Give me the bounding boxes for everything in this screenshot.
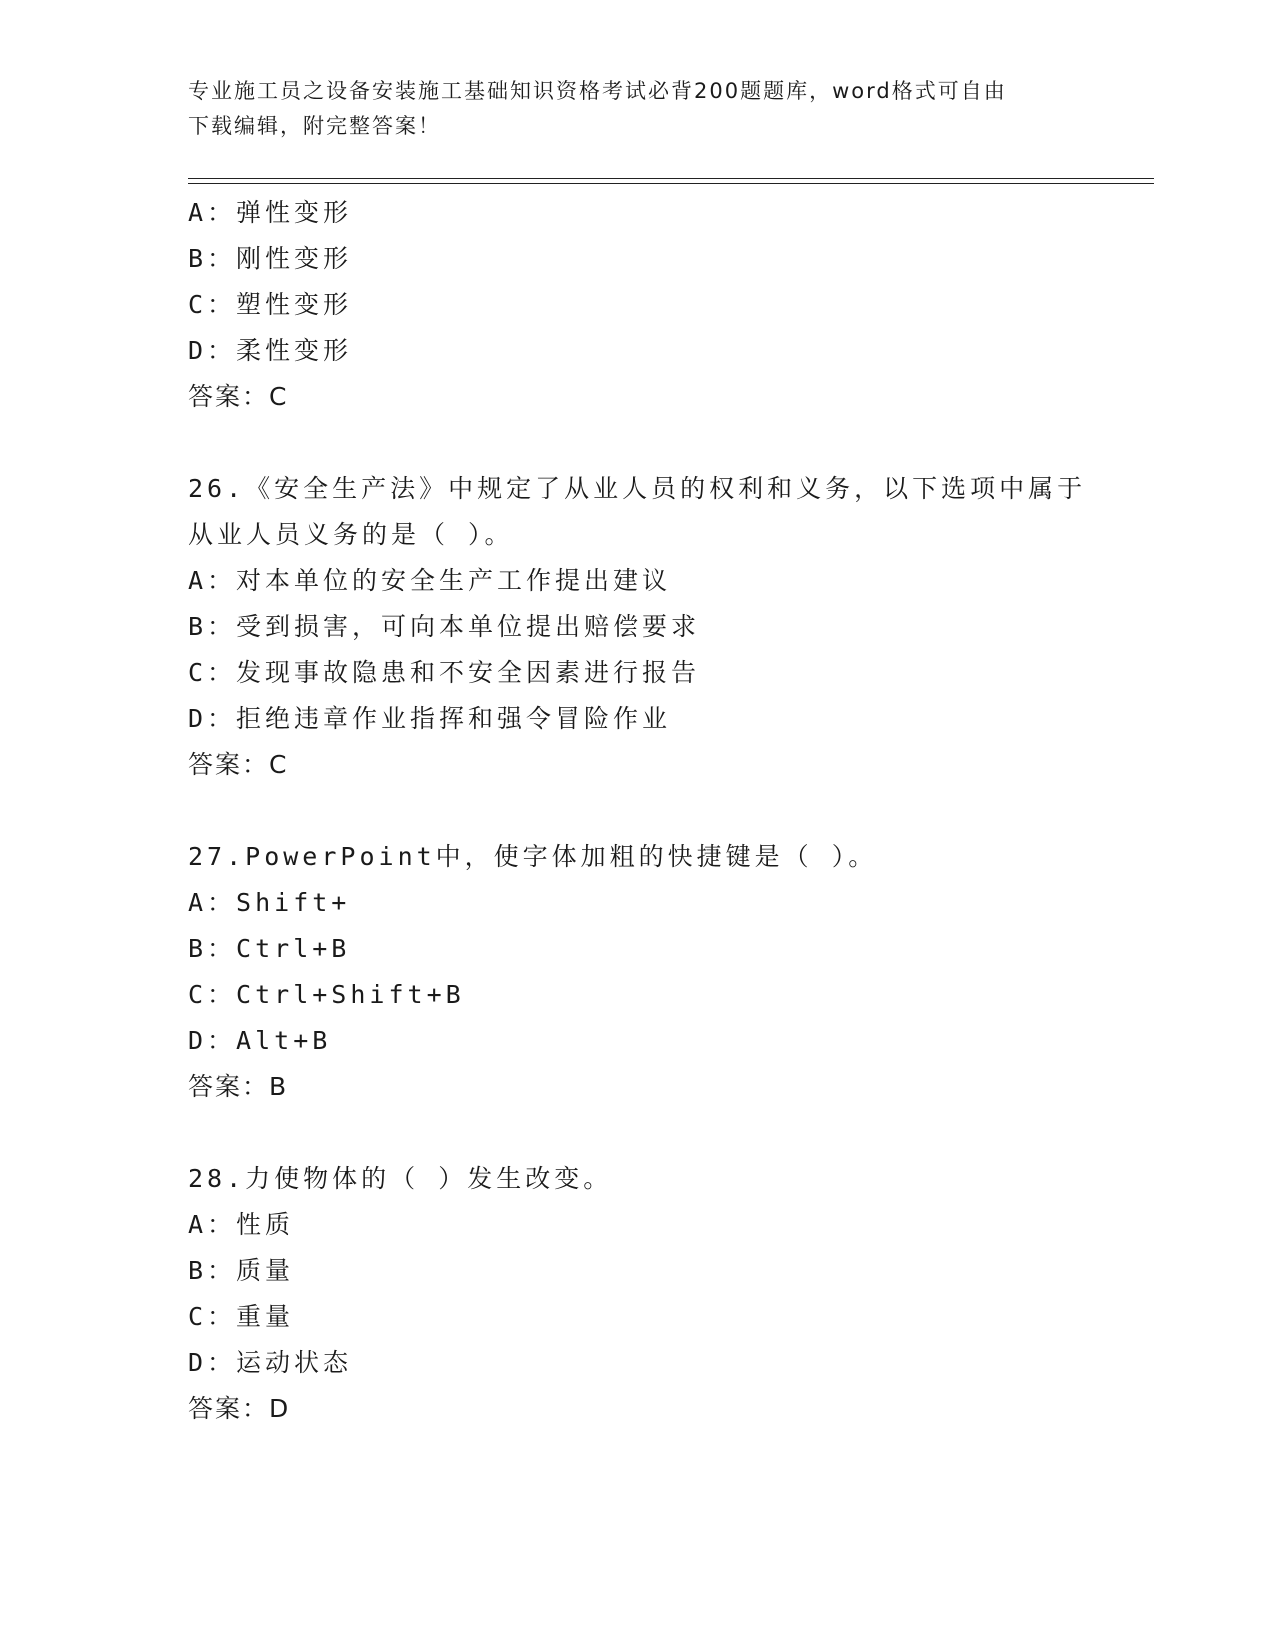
header-line-1: 专业施工员之设备安装施工基础知识资格考试必背200题题库，word格式可自由 bbox=[188, 79, 1007, 103]
option-d: D：拒绝违章作业指挥和强令冒险作业 bbox=[188, 704, 672, 733]
option-a: A：对本单位的安全生产工作提出建议 bbox=[188, 566, 672, 595]
option-b: B：受到损害，可向本单位提出赔偿要求 bbox=[188, 612, 701, 641]
header-divider-bottom bbox=[188, 183, 1154, 184]
question-26 bbox=[188, 466, 1088, 788]
header-line-2: 下载编辑，附完整答案！ bbox=[188, 114, 441, 138]
option-d: D：柔性变形 bbox=[188, 336, 353, 365]
question-27 bbox=[188, 834, 1088, 1110]
answer: 答案：C bbox=[188, 382, 289, 411]
option-b: B：质量 bbox=[188, 1256, 295, 1285]
option-c: C：塑性变形 bbox=[188, 290, 353, 319]
option-a: A：Shift+ bbox=[188, 888, 351, 917]
option-c: C：Ctrl+Shift+B bbox=[188, 980, 465, 1009]
option-c: C：发现事故隐患和不安全因素进行报告 bbox=[188, 658, 701, 687]
answer: 答案：B bbox=[188, 1072, 289, 1101]
header-divider-top bbox=[188, 178, 1154, 179]
option-b: B：Ctrl+B bbox=[188, 934, 351, 963]
option-d: D：Alt+B bbox=[188, 1026, 332, 1055]
question-stem: 28.力使物体的（ ）发生改变。 bbox=[188, 1164, 613, 1193]
option-a: A：性质 bbox=[188, 1210, 295, 1239]
option-d: D：运动状态 bbox=[188, 1348, 353, 1377]
spacer bbox=[188, 1110, 1088, 1156]
question-stem: 26.《安全生产法》中规定了从业人员的权利和义务，以下选项中属于 bbox=[188, 474, 1087, 503]
question-28 bbox=[188, 1156, 1088, 1432]
option-b: B：刚性变形 bbox=[188, 244, 353, 273]
question-25 bbox=[188, 190, 1088, 420]
answer: 答案：C bbox=[188, 750, 289, 779]
answer: 答案：D bbox=[188, 1394, 291, 1423]
option-c: C：重量 bbox=[188, 1302, 295, 1331]
spacer bbox=[188, 788, 1088, 834]
spacer bbox=[188, 420, 1088, 466]
question-stem-continued: 从业人员义务的是（ ）。 bbox=[188, 520, 514, 549]
option-a: A：弹性变形 bbox=[188, 198, 353, 227]
question-stem: 27.PowerPoint中，使字体加粗的快捷键是（ ）。 bbox=[188, 842, 878, 871]
document-header bbox=[188, 74, 1068, 144]
question-list bbox=[188, 190, 1088, 1432]
